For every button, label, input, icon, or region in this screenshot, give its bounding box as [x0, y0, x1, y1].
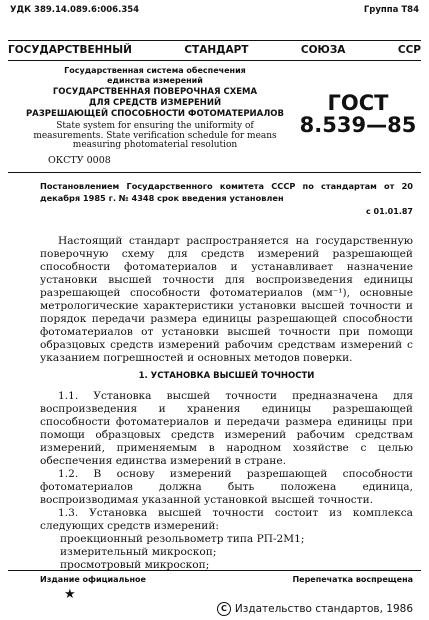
copyright-icon: C — [217, 602, 231, 616]
paragraph-1-2: 1.2. В основу измерений разрешающей способности фотоматериалов должна быть положена единица, воспроизводимая указанной установкой высшей точности. — [40, 468, 413, 506]
banner-word: ГОСУДАРСТВЕННЫЙ — [8, 44, 132, 56]
document-title — [20, 66, 290, 151]
section-heading: 1. УСТАНОВКА ВЫСШЕЙ ТОЧНОСТИ — [138, 371, 315, 381]
divider-footer — [8, 570, 421, 571]
official-edition: Издание официальное — [40, 575, 146, 584]
gost-label: ГОСТ — [327, 91, 389, 115]
paragraph-1-3: 1.3. Установка высшей точности состоит из комплекса следующих средств измерений: — [40, 507, 413, 532]
okstu-code: ОКСТУ 0008 — [48, 155, 111, 166]
title-main-line: ДЛЯ СРЕДСТВ ИЗМЕРЕНИЙ — [88, 98, 222, 108]
intro-paragraph: Настоящий стандарт распространяется на государственную поверочную схему для средств измерений разрешающей способности фотоматериалов и устанавливает назначение установки высшей точности для воспроизведения единицы разрешающей способности фотоматериалов (мм⁻¹), основные метрологические характеристики установки высшей точности и порядок передачи размера единицы разрешающей способности фотоматериалов от установки высшей точности при помощи образцовых средств измерений рабочим средствам измерений с указанием погрешностей и основных методов поверки. — [40, 235, 413, 364]
banner-word: СТАНДАРТ — [184, 44, 249, 56]
header-row — [10, 5, 419, 19]
divider-top — [8, 40, 421, 41]
reprint-notice: Перепечатка воспрещена — [292, 575, 413, 584]
list-item: измерительный микроскоп; — [60, 546, 217, 558]
copyright-text: Издательство стандартов, 1986 — [234, 603, 413, 615]
banner-word: ССР — [397, 44, 421, 56]
standard-banner — [8, 44, 421, 58]
star-icon: ★ — [64, 587, 76, 602]
title-main-line: РАЗРЕШАЮЩЕЙ СПОСОБНОСТИ ФОТОМАТЕРИАЛОВ — [25, 109, 285, 119]
group-code: Группа Т84 — [363, 5, 419, 15]
effective-date: с 01.01.87 — [365, 207, 413, 216]
decree-text: Постановлением Государственного комитета СССР по стандартам от 20 декабря 1985 г. № 4348 срок введения установлен — [40, 181, 413, 203]
section-1-body — [40, 390, 413, 572]
title-system-line: Государственная система обеспечения — [64, 66, 246, 75]
divider-banner — [8, 60, 421, 61]
divider-decree — [8, 172, 421, 173]
copyright — [217, 602, 413, 616]
title-english-line: measuring photomaterial resolution — [72, 140, 238, 150]
title-english-line: measurements. State verification schedule for means — [33, 130, 277, 141]
banner-word: СОЮЗА — [300, 44, 346, 56]
list-item: проекционный резольвометр типа РП-2М1; — [60, 533, 305, 545]
list-item: просмотровый микроскоп; — [60, 559, 210, 571]
gost-number — [296, 92, 420, 136]
title-main-line: ГОСУДАРСТВЕННАЯ ПОВЕРОЧНАЯ СХЕМА — [52, 87, 258, 97]
gost-code: 8.539—85 — [299, 113, 417, 137]
paragraph-1-1: 1.1. Установка высшей точности предназначена для воспроизведения и хранения единицы разрешающей способности фотоматериалов и передачи размера единицы при помощи образцовых средств измерений рабочим средствам измерений, применяемым в народном хозяйстве с целью обеспечения единства измерений в стране. — [40, 390, 413, 467]
title-english-line: State system for ensuring the uniformity of — [56, 121, 254, 131]
udk-code: УДК 389.14.089.6:006.354 — [10, 5, 140, 15]
title-system-line: единства измерений — [107, 76, 203, 85]
